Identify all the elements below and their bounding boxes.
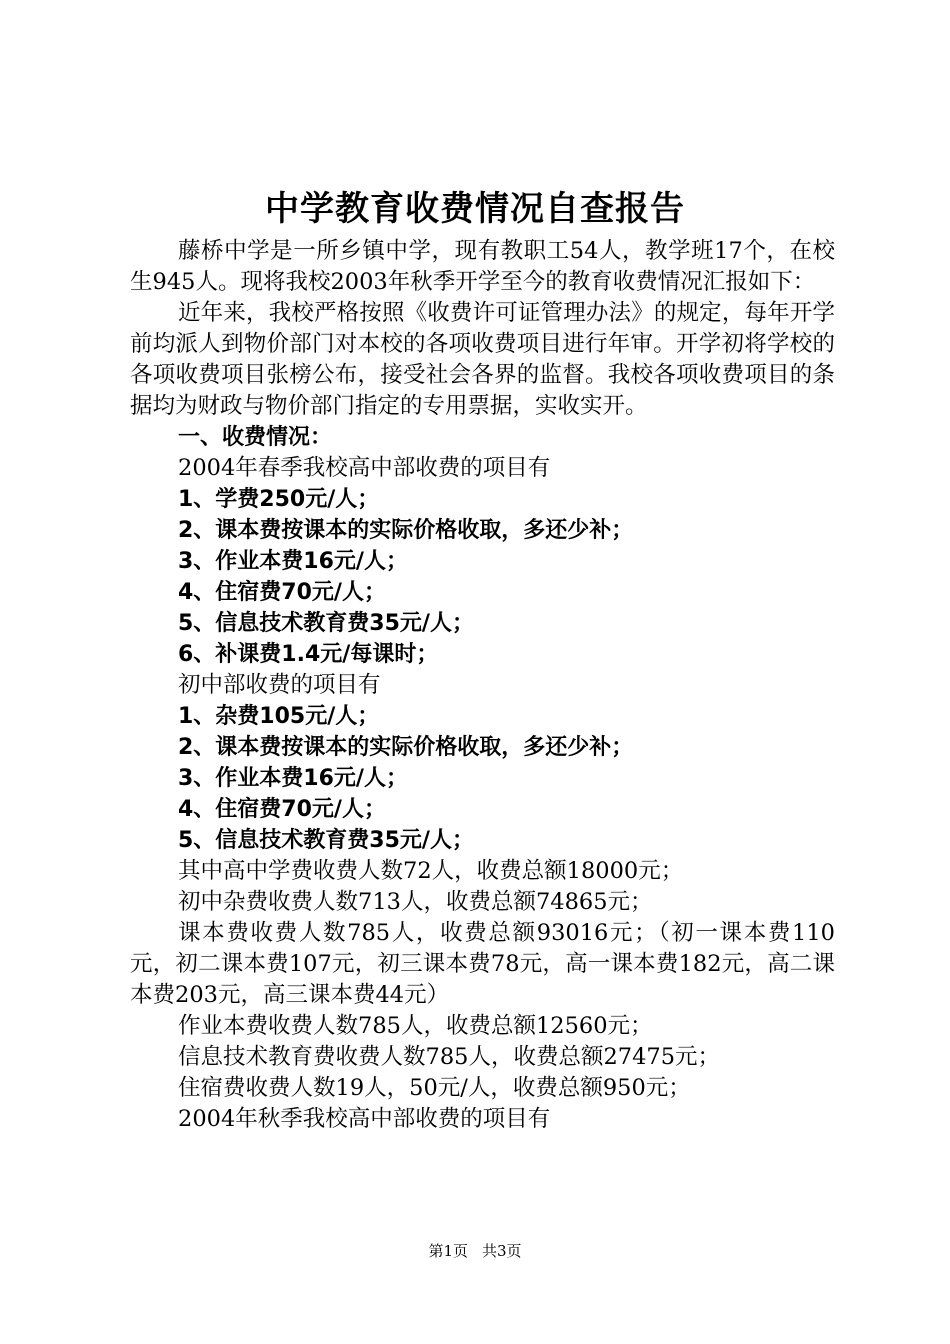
- fee-summary-line: 其中高中学费收费人数72人，收费总额18000元；: [178, 858, 684, 884]
- fee-summary-line: 课本费收费人数785人，收费总额93016元；（初一课本费110元，初二课本费107元，初三课本费78元，高一课本费182元，高二课本费203元，高三课本费44元）: [130, 920, 835, 1008]
- fee-item: 5、信息技术教育费35元/人；: [178, 611, 474, 636]
- fee-item: 5、信息技术教育费35元/人；: [178, 828, 474, 853]
- fee-summary-line: 作业本费收费人数785人，收费总额12560元；: [178, 1013, 653, 1039]
- paragraph-senior-spring-heading: 2004年春季我校高中部收费的项目有: [178, 455, 551, 481]
- fee-item: 4、住宿费70元/人；: [178, 580, 386, 605]
- fee-summary-line: 初中杂费收费人数713人，收费总额74865元；: [178, 889, 653, 915]
- page-number: 第1页: [428, 1242, 468, 1260]
- document-title: 中学教育收费情况自查报告: [265, 189, 685, 229]
- fee-item: 3、作业本费16元/人；: [178, 766, 408, 791]
- paragraph-senior-autumn-heading: 2004年秋季我校高中部收费的项目有: [178, 1106, 551, 1132]
- paragraph-intro: 藤桥中学是一所乡镇中学，现有教职工54人，教学班17个，在校生945人。现将我校2003年秋季开学至今的教育收费情况汇报如下：: [130, 238, 835, 295]
- fee-item: 2、课本费按课本的实际价格收取，多还少补；: [178, 518, 634, 543]
- fee-item: 3、作业本费16元/人；: [178, 549, 408, 574]
- fee-item: 6、补课费1.4元/每课时；: [178, 642, 439, 667]
- document-body: [130, 236, 835, 1135]
- page-total: 共3页: [482, 1242, 522, 1260]
- section-heading-fees: 一、收费情况：: [178, 425, 333, 450]
- page-footer: [0, 1240, 950, 1262]
- fee-item: 1、杂费105元/人；: [178, 704, 380, 729]
- paragraph-junior-heading: 初中部收费的项目有: [178, 672, 381, 698]
- paragraph-compliance: 近年来，我校严格按照《收费许可证管理办法》的规定，每年开学前均派人到物价部门对本校的各项收费项目进行年审。开学初将学校的各项收费项目张榜公布，接受社会各界的监督。我校各项收费项目的条据均为财政与物价部门指定的专用票据，实收实开。: [130, 300, 835, 419]
- fee-summary-line: 住宿费收费人数19人，50元/人，收费总额950元；: [178, 1075, 691, 1101]
- fee-summary-line: 信息技术教育费收费人数785人，收费总额27475元；: [178, 1044, 721, 1070]
- fee-item: 4、住宿费70元/人；: [178, 797, 386, 822]
- fee-item: 2、课本费按课本的实际价格收取，多还少补；: [178, 735, 634, 760]
- fee-item: 1、学费250元/人；: [178, 487, 380, 512]
